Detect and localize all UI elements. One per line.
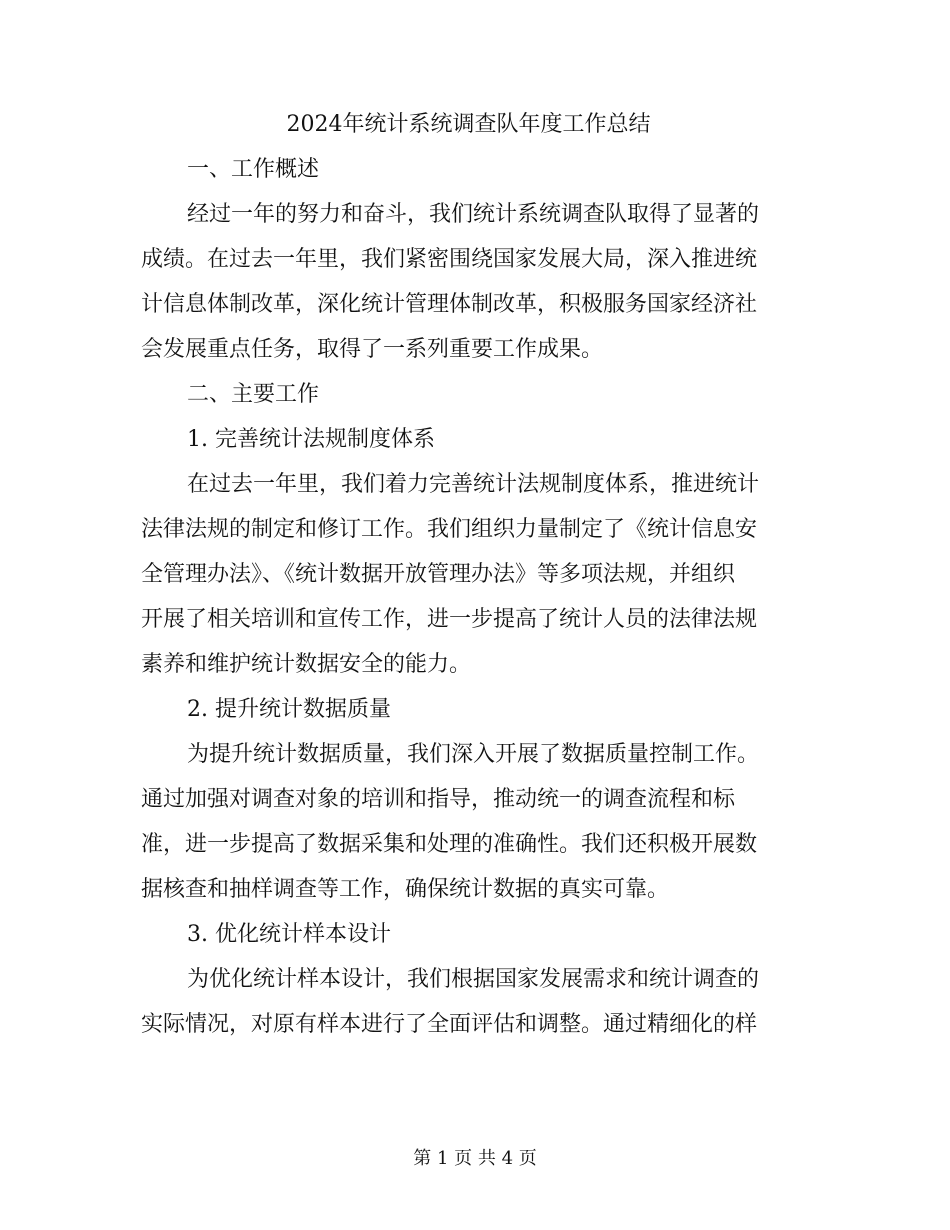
text-line: 经过一年的努力和奋斗，我们统计系统调查队取得了显著的	[187, 202, 760, 227]
text-line: 实际情况，对原有样本进行了全面评估和调整。通过精细化的样	[141, 1012, 758, 1037]
text-line: 计信息体制改革，深化统计管理体制改革，积极服务国家经济社	[141, 292, 758, 317]
text-line: 二、主要工作	[187, 382, 320, 407]
text-line: 在过去一年里，我们着力完善统计法规制度体系，推进统计	[187, 472, 760, 497]
text-line: 会发展重点任务，取得了一系列重要工作成果。	[141, 337, 604, 362]
text-line: 全管理办法》、《统计数据开放管理办法》等多项法规，并组织	[141, 562, 736, 587]
document-text	[141, 147, 796, 1047]
document-body	[141, 102, 796, 1047]
text-line: 2. 提升统计数据质量	[187, 697, 391, 722]
text-line: 据核查和抽样调查等工作，确保统计数据的真实可靠。	[141, 877, 670, 902]
text-line: 成绩。在过去一年里，我们紧密围绕国家发展大局，深入推进统	[141, 247, 758, 272]
text-line: 1. 完善统计法规制度体系	[187, 427, 435, 452]
text-line: 为提升统计数据质量，我们深入开展了数据质量控制工作。	[187, 742, 760, 767]
text-line: 素养和维护统计数据安全的能力。	[141, 652, 472, 677]
text-line: 3. 优化统计样本设计	[187, 922, 391, 947]
text-line: 为优化统计样本设计，我们根据国家发展需求和统计调查的	[187, 967, 760, 992]
text-line: 通过加强对调查对象的培训和指导，推动统一的调查流程和标	[141, 787, 736, 812]
text-line: 准，进一步提高了数据采集和处理的准确性。我们还积极开展数	[141, 832, 758, 857]
text-line: 一、工作概述	[187, 157, 320, 182]
text-line: 法律法规的制定和修订工作。我们组织力量制定了《统计信息安	[141, 517, 758, 542]
text-line: 开展了相关培训和宣传工作，进一步提高了统计人员的法律法规	[141, 607, 758, 632]
document-title: 2024年统计系统调查队年度工作总结	[286, 112, 651, 137]
page-number-footer: 第 1 页 共 4 页	[413, 1148, 537, 1169]
